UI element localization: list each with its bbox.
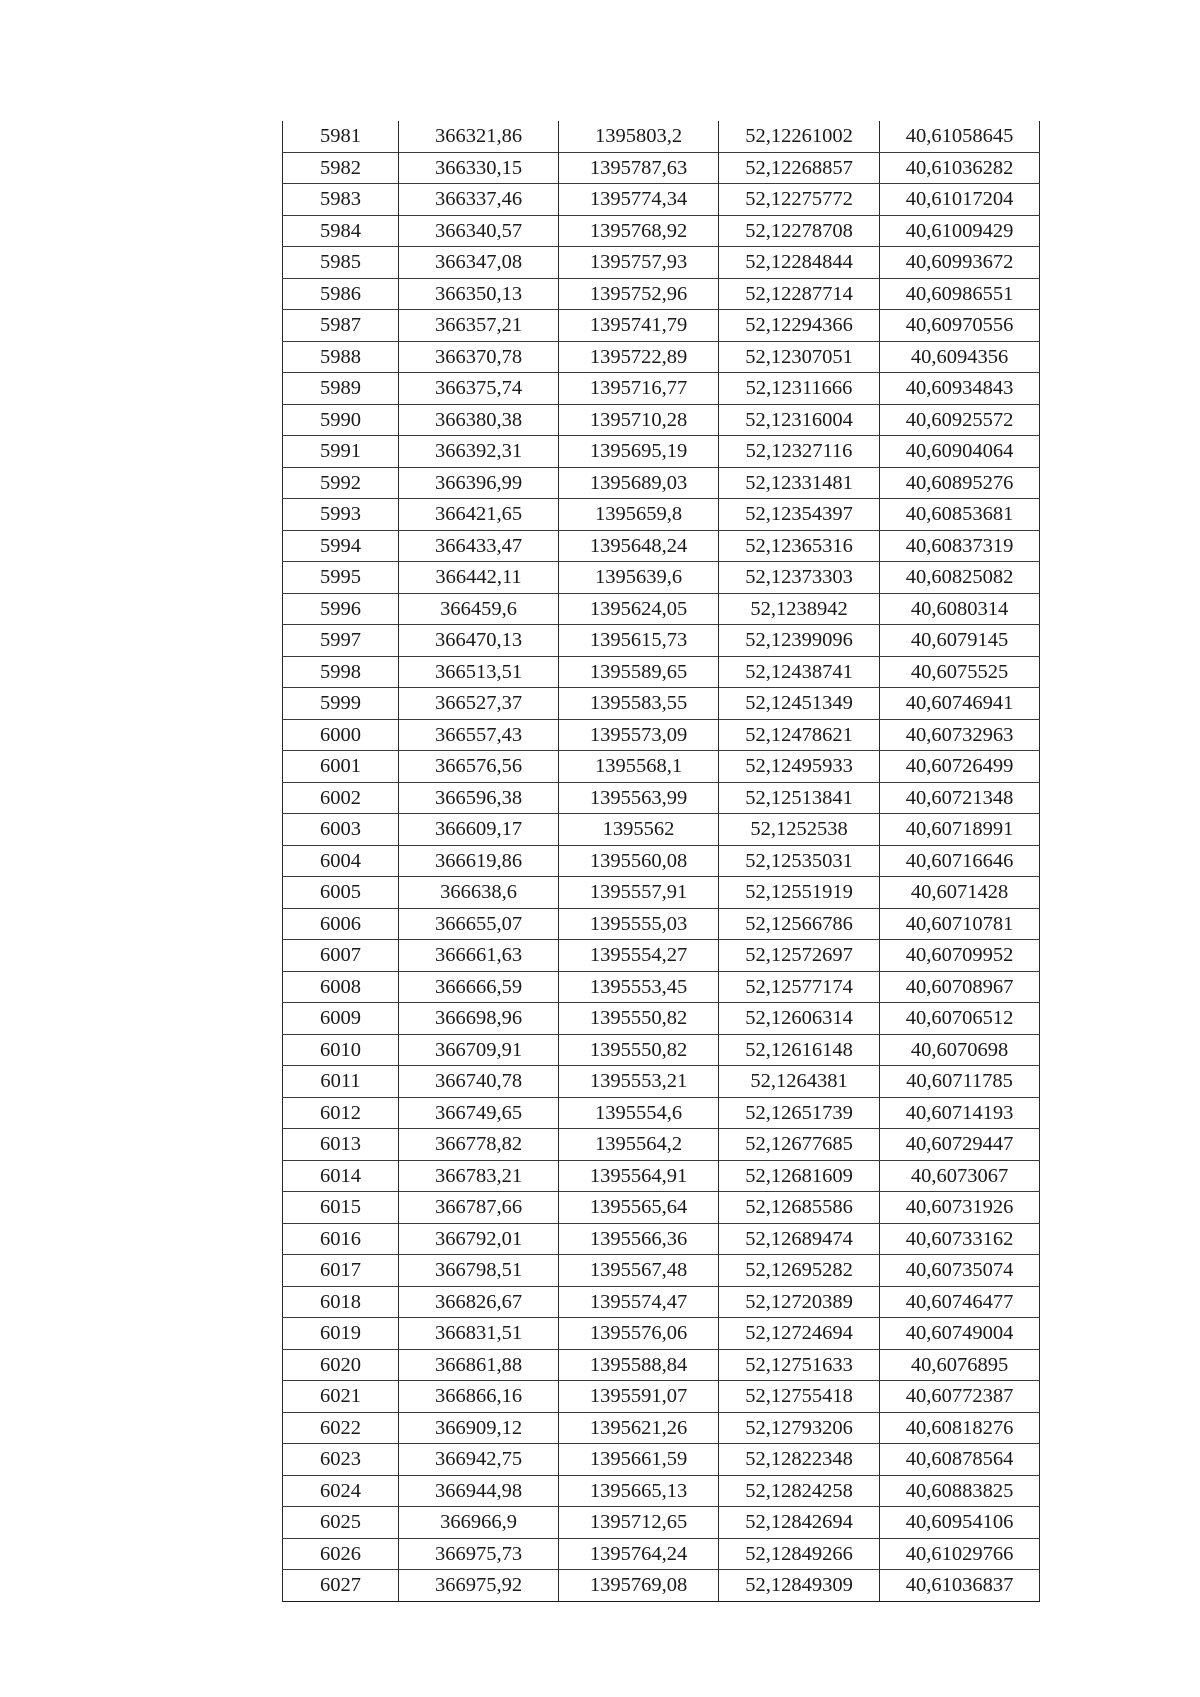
x-coordinate-cell: 366396,99: [399, 467, 559, 499]
y-coordinate-cell: 1395550,82: [559, 1034, 719, 1066]
table-row: [283, 1034, 1040, 1066]
latitude-cell: 52,12438741: [719, 656, 880, 688]
x-coordinate-cell: 366321,86: [399, 121, 559, 152]
point-number-cell: 6013: [283, 1129, 399, 1161]
x-coordinate-cell: 366442,11: [399, 562, 559, 594]
table-row: [283, 782, 1040, 814]
x-coordinate-cell: 366655,07: [399, 908, 559, 940]
longitude-cell: 40,60706512: [880, 1003, 1040, 1035]
latitude-cell: 52,12566786: [719, 908, 880, 940]
point-number-cell: 6014: [283, 1160, 399, 1192]
table-row: [283, 656, 1040, 688]
point-number-cell: 5983: [283, 184, 399, 216]
x-coordinate-cell: 366470,13: [399, 625, 559, 657]
latitude-cell: 52,12365316: [719, 530, 880, 562]
table-row: [283, 152, 1040, 184]
longitude-cell: 40,60709952: [880, 940, 1040, 972]
point-number-cell: 5991: [283, 436, 399, 468]
point-number-cell: 6012: [283, 1097, 399, 1129]
table-row: [283, 1003, 1040, 1035]
latitude-cell: 52,12287714: [719, 278, 880, 310]
longitude-cell: 40,60708967: [880, 971, 1040, 1003]
table-row: [283, 1286, 1040, 1318]
longitude-cell: 40,60746941: [880, 688, 1040, 720]
x-coordinate-cell: 366861,88: [399, 1349, 559, 1381]
y-coordinate-cell: 1395639,6: [559, 562, 719, 594]
longitude-cell: 40,60718991: [880, 814, 1040, 846]
longitude-cell: 40,60878564: [880, 1444, 1040, 1476]
point-number-cell: 6019: [283, 1318, 399, 1350]
y-coordinate-cell: 1395757,93: [559, 247, 719, 279]
y-coordinate-cell: 1395555,03: [559, 908, 719, 940]
y-coordinate-cell: 1395568,1: [559, 751, 719, 783]
y-coordinate-cell: 1395554,27: [559, 940, 719, 972]
longitude-cell: 40,60729447: [880, 1129, 1040, 1161]
y-coordinate-cell: 1395553,45: [559, 971, 719, 1003]
longitude-cell: 40,60986551: [880, 278, 1040, 310]
latitude-cell: 52,12354397: [719, 499, 880, 531]
point-number-cell: 5990: [283, 404, 399, 436]
y-coordinate-cell: 1395621,26: [559, 1412, 719, 1444]
longitude-cell: 40,60925572: [880, 404, 1040, 436]
point-number-cell: 6010: [283, 1034, 399, 1066]
latitude-cell: 52,12651739: [719, 1097, 880, 1129]
x-coordinate-cell: 366792,01: [399, 1223, 559, 1255]
point-number-cell: 6001: [283, 751, 399, 783]
longitude-cell: 40,61058645: [880, 121, 1040, 152]
point-number-cell: 6005: [283, 877, 399, 909]
y-coordinate-cell: 1395659,8: [559, 499, 719, 531]
y-coordinate-cell: 1395554,6: [559, 1097, 719, 1129]
y-coordinate-cell: 1395722,89: [559, 341, 719, 373]
y-coordinate-cell: 1395563,99: [559, 782, 719, 814]
y-coordinate-cell: 1395648,24: [559, 530, 719, 562]
longitude-cell: 40,6080314: [880, 593, 1040, 625]
x-coordinate-cell: 366798,51: [399, 1255, 559, 1287]
y-coordinate-cell: 1395557,91: [559, 877, 719, 909]
y-coordinate-cell: 1395574,47: [559, 1286, 719, 1318]
latitude-cell: 52,12316004: [719, 404, 880, 436]
point-number-cell: 5984: [283, 215, 399, 247]
latitude-cell: 52,12824258: [719, 1475, 880, 1507]
point-number-cell: 5997: [283, 625, 399, 657]
latitude-cell: 52,12535031: [719, 845, 880, 877]
x-coordinate-cell: 366619,86: [399, 845, 559, 877]
y-coordinate-cell: 1395716,77: [559, 373, 719, 405]
point-number-cell: 6007: [283, 940, 399, 972]
latitude-cell: 52,12793206: [719, 1412, 880, 1444]
point-number-cell: 5996: [283, 593, 399, 625]
y-coordinate-cell: 1395665,13: [559, 1475, 719, 1507]
latitude-cell: 52,12755418: [719, 1381, 880, 1413]
longitude-cell: 40,60711785: [880, 1066, 1040, 1098]
y-coordinate-cell: 1395567,48: [559, 1255, 719, 1287]
x-coordinate-cell: 366609,17: [399, 814, 559, 846]
y-coordinate-cell: 1395573,09: [559, 719, 719, 751]
table-row: [283, 751, 1040, 783]
x-coordinate-cell: 366576,56: [399, 751, 559, 783]
longitude-cell: 40,61009429: [880, 215, 1040, 247]
table-row: [283, 562, 1040, 594]
longitude-cell: 40,60733162: [880, 1223, 1040, 1255]
y-coordinate-cell: 1395562: [559, 814, 719, 846]
table-row: [283, 310, 1040, 342]
table-row: [283, 719, 1040, 751]
x-coordinate-cell: 366433,47: [399, 530, 559, 562]
x-coordinate-cell: 366370,78: [399, 341, 559, 373]
table-row: [283, 1412, 1040, 1444]
longitude-cell: 40,60904064: [880, 436, 1040, 468]
table-row: [283, 530, 1040, 562]
longitude-cell: 40,60853681: [880, 499, 1040, 531]
latitude-cell: 52,12278708: [719, 215, 880, 247]
latitude-cell: 52,12284844: [719, 247, 880, 279]
point-number-cell: 6011: [283, 1066, 399, 1098]
table-row: [283, 341, 1040, 373]
point-number-cell: 6016: [283, 1223, 399, 1255]
longitude-cell: 40,60837319: [880, 530, 1040, 562]
point-number-cell: 5992: [283, 467, 399, 499]
latitude-cell: 52,1238942: [719, 593, 880, 625]
point-number-cell: 6022: [283, 1412, 399, 1444]
table-row: [283, 1444, 1040, 1476]
table-row: [283, 1475, 1040, 1507]
x-coordinate-cell: 366666,59: [399, 971, 559, 1003]
point-number-cell: 6025: [283, 1507, 399, 1539]
latitude-cell: 52,12577174: [719, 971, 880, 1003]
table-row: [283, 877, 1040, 909]
latitude-cell: 52,12513841: [719, 782, 880, 814]
longitude-cell: 40,61036282: [880, 152, 1040, 184]
table-row: [283, 1066, 1040, 1098]
longitude-cell: 40,60818276: [880, 1412, 1040, 1444]
point-number-cell: 5999: [283, 688, 399, 720]
x-coordinate-cell: 366749,65: [399, 1097, 559, 1129]
longitude-cell: 40,6076895: [880, 1349, 1040, 1381]
longitude-cell: 40,60825082: [880, 562, 1040, 594]
x-coordinate-cell: 366527,37: [399, 688, 559, 720]
latitude-cell: 52,1252538: [719, 814, 880, 846]
longitude-cell: 40,61036837: [880, 1570, 1040, 1602]
longitude-cell: 40,60726499: [880, 751, 1040, 783]
table-row: [283, 1318, 1040, 1350]
point-number-cell: 6026: [283, 1538, 399, 1570]
y-coordinate-cell: 1395710,28: [559, 404, 719, 436]
longitude-cell: 40,6073067: [880, 1160, 1040, 1192]
y-coordinate-cell: 1395661,59: [559, 1444, 719, 1476]
latitude-cell: 52,12695282: [719, 1255, 880, 1287]
latitude-cell: 52,12307051: [719, 341, 880, 373]
latitude-cell: 52,12331481: [719, 467, 880, 499]
table-row: [283, 1129, 1040, 1161]
point-number-cell: 5988: [283, 341, 399, 373]
latitude-cell: 52,12551919: [719, 877, 880, 909]
x-coordinate-cell: 366340,57: [399, 215, 559, 247]
table-row: [283, 184, 1040, 216]
point-number-cell: 5994: [283, 530, 399, 562]
x-coordinate-cell: 366596,38: [399, 782, 559, 814]
table-row: [283, 499, 1040, 531]
point-number-cell: 5993: [283, 499, 399, 531]
longitude-cell: 40,60772387: [880, 1381, 1040, 1413]
latitude-cell: 52,12685586: [719, 1192, 880, 1224]
latitude-cell: 52,12268857: [719, 152, 880, 184]
y-coordinate-cell: 1395803,2: [559, 121, 719, 152]
point-number-cell: 6027: [283, 1570, 399, 1602]
latitude-cell: 52,12399096: [719, 625, 880, 657]
point-number-cell: 6002: [283, 782, 399, 814]
longitude-cell: 40,60731926: [880, 1192, 1040, 1224]
y-coordinate-cell: 1395695,19: [559, 436, 719, 468]
table-row: [283, 940, 1040, 972]
latitude-cell: 52,12724694: [719, 1318, 880, 1350]
x-coordinate-cell: 366866,16: [399, 1381, 559, 1413]
longitude-cell: 40,60993672: [880, 247, 1040, 279]
table-row: [283, 247, 1040, 279]
latitude-cell: 52,12478621: [719, 719, 880, 751]
table-row: [283, 1160, 1040, 1192]
point-number-cell: 6020: [283, 1349, 399, 1381]
latitude-cell: 52,12373303: [719, 562, 880, 594]
point-number-cell: 5995: [283, 562, 399, 594]
table-row: [283, 404, 1040, 436]
y-coordinate-cell: 1395591,07: [559, 1381, 719, 1413]
y-coordinate-cell: 1395576,06: [559, 1318, 719, 1350]
point-number-cell: 6015: [283, 1192, 399, 1224]
longitude-cell: 40,60883825: [880, 1475, 1040, 1507]
x-coordinate-cell: 366380,38: [399, 404, 559, 436]
y-coordinate-cell: 1395564,2: [559, 1129, 719, 1161]
latitude-cell: 52,12822348: [719, 1444, 880, 1476]
point-number-cell: 5987: [283, 310, 399, 342]
x-coordinate-cell: 366392,31: [399, 436, 559, 468]
longitude-cell: 40,60710781: [880, 908, 1040, 940]
latitude-cell: 52,12616148: [719, 1034, 880, 1066]
y-coordinate-cell: 1395768,92: [559, 215, 719, 247]
x-coordinate-cell: 366787,66: [399, 1192, 559, 1224]
table-row: [283, 814, 1040, 846]
point-number-cell: 5982: [283, 152, 399, 184]
y-coordinate-cell: 1395588,84: [559, 1349, 719, 1381]
table-row: [283, 278, 1040, 310]
table-row: [283, 436, 1040, 468]
point-number-cell: 5998: [283, 656, 399, 688]
y-coordinate-cell: 1395553,21: [559, 1066, 719, 1098]
table-row: [283, 625, 1040, 657]
longitude-cell: 40,60970556: [880, 310, 1040, 342]
x-coordinate-cell: 366975,73: [399, 1538, 559, 1570]
latitude-cell: 52,12327116: [719, 436, 880, 468]
y-coordinate-cell: 1395615,73: [559, 625, 719, 657]
longitude-cell: 40,60895276: [880, 467, 1040, 499]
latitude-cell: 52,12849266: [719, 1538, 880, 1570]
latitude-cell: 52,12677685: [719, 1129, 880, 1161]
y-coordinate-cell: 1395689,03: [559, 467, 719, 499]
y-coordinate-cell: 1395764,24: [559, 1538, 719, 1570]
longitude-cell: 40,6079145: [880, 625, 1040, 657]
longitude-cell: 40,60721348: [880, 782, 1040, 814]
latitude-cell: 52,12572697: [719, 940, 880, 972]
table-row: [283, 845, 1040, 877]
table-body: [283, 121, 1040, 1601]
x-coordinate-cell: 366831,51: [399, 1318, 559, 1350]
x-coordinate-cell: 366421,65: [399, 499, 559, 531]
table-row: [283, 1223, 1040, 1255]
latitude-cell: 52,12495933: [719, 751, 880, 783]
longitude-cell: 40,60954106: [880, 1507, 1040, 1539]
table-row: [283, 688, 1040, 720]
latitude-cell: 52,12451349: [719, 688, 880, 720]
table-row: [283, 1349, 1040, 1381]
x-coordinate-cell: 366350,13: [399, 278, 559, 310]
table-row: [283, 1255, 1040, 1287]
x-coordinate-cell: 366783,21: [399, 1160, 559, 1192]
x-coordinate-cell: 366459,6: [399, 593, 559, 625]
latitude-cell: 52,12720389: [719, 1286, 880, 1318]
latitude-cell: 52,12842694: [719, 1507, 880, 1539]
longitude-cell: 40,60732963: [880, 719, 1040, 751]
latitude-cell: 52,12681609: [719, 1160, 880, 1192]
x-coordinate-cell: 366357,21: [399, 310, 559, 342]
table-row: [283, 467, 1040, 499]
y-coordinate-cell: 1395787,63: [559, 152, 719, 184]
latitude-cell: 52,12849309: [719, 1570, 880, 1602]
point-number-cell: 6008: [283, 971, 399, 1003]
table-row: [283, 373, 1040, 405]
point-number-cell: 6024: [283, 1475, 399, 1507]
latitude-cell: 52,12261002: [719, 121, 880, 152]
longitude-cell: 40,60714193: [880, 1097, 1040, 1129]
longitude-cell: 40,60749004: [880, 1318, 1040, 1350]
y-coordinate-cell: 1395769,08: [559, 1570, 719, 1602]
latitude-cell: 52,12606314: [719, 1003, 880, 1035]
table-row: [283, 1538, 1040, 1570]
x-coordinate-cell: 366330,15: [399, 152, 559, 184]
point-number-cell: 5989: [283, 373, 399, 405]
table-row: [283, 971, 1040, 1003]
point-number-cell: 6021: [283, 1381, 399, 1413]
point-number-cell: 5985: [283, 247, 399, 279]
y-coordinate-cell: 1395712,65: [559, 1507, 719, 1539]
longitude-cell: 40,6071428: [880, 877, 1040, 909]
point-number-cell: 6023: [283, 1444, 399, 1476]
x-coordinate-cell: 366513,51: [399, 656, 559, 688]
x-coordinate-cell: 366698,96: [399, 1003, 559, 1035]
x-coordinate-cell: 366638,6: [399, 877, 559, 909]
point-number-cell: 6003: [283, 814, 399, 846]
longitude-cell: 40,60746477: [880, 1286, 1040, 1318]
x-coordinate-cell: 366944,98: [399, 1475, 559, 1507]
y-coordinate-cell: 1395583,55: [559, 688, 719, 720]
longitude-cell: 40,6094356: [880, 341, 1040, 373]
latitude-cell: 52,12311666: [719, 373, 880, 405]
point-number-cell: 6017: [283, 1255, 399, 1287]
y-coordinate-cell: 1395624,05: [559, 593, 719, 625]
x-coordinate-cell: 366740,78: [399, 1066, 559, 1098]
point-number-cell: 6009: [283, 1003, 399, 1035]
longitude-cell: 40,61029766: [880, 1538, 1040, 1570]
x-coordinate-cell: 366661,63: [399, 940, 559, 972]
y-coordinate-cell: 1395566,36: [559, 1223, 719, 1255]
latitude-cell: 52,12294366: [719, 310, 880, 342]
x-coordinate-cell: 366709,91: [399, 1034, 559, 1066]
longitude-cell: 40,61017204: [880, 184, 1040, 216]
table-row: [283, 1192, 1040, 1224]
point-number-cell: 5986: [283, 278, 399, 310]
y-coordinate-cell: 1395774,34: [559, 184, 719, 216]
y-coordinate-cell: 1395560,08: [559, 845, 719, 877]
x-coordinate-cell: 366337,46: [399, 184, 559, 216]
table-row: [283, 1507, 1040, 1539]
x-coordinate-cell: 366778,82: [399, 1129, 559, 1161]
y-coordinate-cell: 1395550,82: [559, 1003, 719, 1035]
y-coordinate-cell: 1395752,96: [559, 278, 719, 310]
point-number-cell: 5981: [283, 121, 399, 152]
x-coordinate-cell: 366826,67: [399, 1286, 559, 1318]
table-row: [283, 593, 1040, 625]
table-row: [283, 1570, 1040, 1602]
longitude-cell: 40,60934843: [880, 373, 1040, 405]
latitude-cell: 52,12689474: [719, 1223, 880, 1255]
table-row: [283, 1097, 1040, 1129]
y-coordinate-cell: 1395589,65: [559, 656, 719, 688]
longitude-cell: 40,60716646: [880, 845, 1040, 877]
table-row: [283, 1381, 1040, 1413]
x-coordinate-cell: 366375,74: [399, 373, 559, 405]
point-number-cell: 6006: [283, 908, 399, 940]
longitude-cell: 40,60735074: [880, 1255, 1040, 1287]
point-number-cell: 6004: [283, 845, 399, 877]
point-number-cell: 6018: [283, 1286, 399, 1318]
x-coordinate-cell: 366347,08: [399, 247, 559, 279]
table-row: [283, 121, 1040, 152]
longitude-cell: 40,6075525: [880, 656, 1040, 688]
y-coordinate-cell: 1395741,79: [559, 310, 719, 342]
coordinates-table: [282, 121, 1040, 1602]
latitude-cell: 52,12275772: [719, 184, 880, 216]
latitude-cell: 52,1264381: [719, 1066, 880, 1098]
point-number-cell: 6000: [283, 719, 399, 751]
table-row: [283, 215, 1040, 247]
y-coordinate-cell: 1395565,64: [559, 1192, 719, 1224]
x-coordinate-cell: 366557,43: [399, 719, 559, 751]
x-coordinate-cell: 366909,12: [399, 1412, 559, 1444]
x-coordinate-cell: 366942,75: [399, 1444, 559, 1476]
x-coordinate-cell: 366975,92: [399, 1570, 559, 1602]
longitude-cell: 40,6070698: [880, 1034, 1040, 1066]
table-row: [283, 908, 1040, 940]
y-coordinate-cell: 1395564,91: [559, 1160, 719, 1192]
latitude-cell: 52,12751633: [719, 1349, 880, 1381]
x-coordinate-cell: 366966,9: [399, 1507, 559, 1539]
